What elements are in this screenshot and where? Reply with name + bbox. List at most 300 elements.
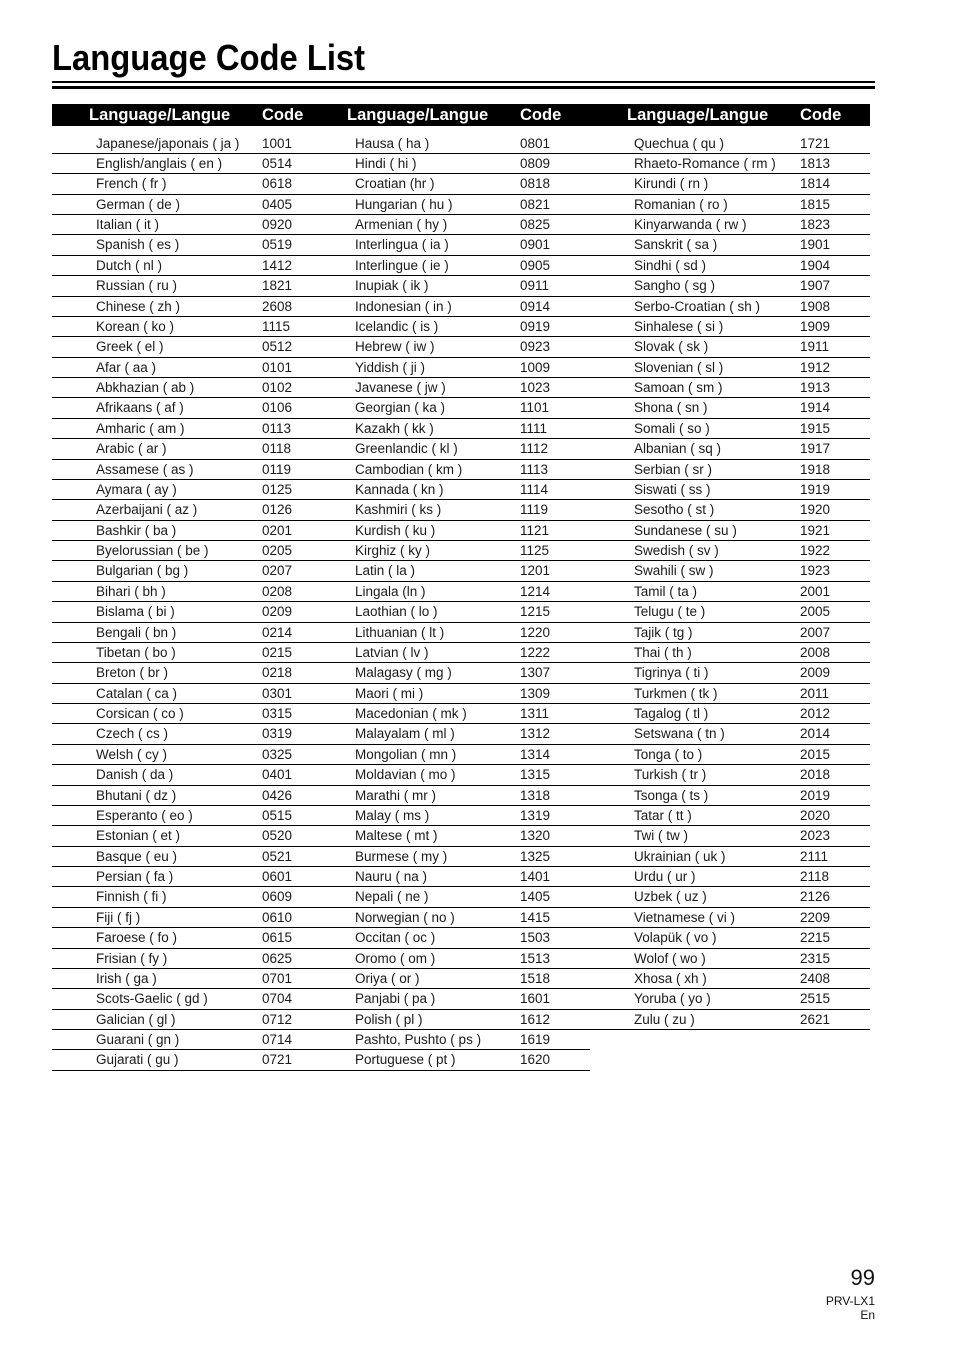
language-code: 0701 (262, 970, 293, 986)
language-code: 0401 (262, 767, 293, 783)
table-row (331, 867, 590, 887)
language-code: 1619 (520, 1032, 551, 1048)
table-row (590, 786, 870, 806)
table-row (590, 663, 870, 683)
table-row (52, 786, 331, 806)
table-row (590, 969, 870, 989)
language-name: Telugu ( te ) (634, 604, 706, 620)
language-name: Azerbaijani ( az ) (96, 502, 198, 518)
language-name: Macedonian ( mk ) (355, 706, 467, 722)
language-code: 1913 (800, 380, 831, 396)
language-code: 2023 (800, 828, 831, 844)
title-rule-thick (52, 86, 875, 90)
table-row (331, 847, 590, 867)
language-code: 0119 (262, 461, 292, 477)
language-code: 0205 (262, 543, 293, 559)
language-name: Chinese ( zh ) (96, 298, 181, 314)
language-code: 1513 (520, 950, 551, 966)
language-code: 1119 (520, 502, 549, 518)
language-code: 1922 (800, 543, 831, 559)
language-name: Inupiak ( ik ) (355, 278, 429, 294)
table-row (590, 949, 870, 969)
table-row (590, 928, 870, 948)
language-name: Bulgarian ( bg ) (96, 563, 189, 579)
table-row (52, 521, 331, 541)
language-name: Yiddish ( ji ) (355, 359, 426, 375)
language-name: Somali ( so ) (634, 420, 710, 436)
table-row (52, 847, 331, 867)
language-code: 1112 (520, 441, 549, 457)
language-code: 0615 (262, 930, 293, 946)
table-row (52, 398, 331, 418)
table-row (590, 704, 870, 724)
language-name: Greenlandic ( kl ) (355, 441, 458, 457)
table-header (52, 104, 870, 126)
language-name: Nepali ( ne ) (355, 889, 429, 905)
language-code: 0911 (520, 278, 550, 294)
table-row (52, 704, 331, 724)
language-code: 2011 (800, 685, 830, 701)
table-row (52, 215, 331, 235)
language-code: 2408 (800, 970, 831, 986)
language-code: 1909 (800, 318, 831, 334)
table-row (331, 439, 590, 459)
language-code: 1917 (800, 441, 831, 457)
language-code: 2118 (800, 869, 830, 885)
table-row (331, 826, 590, 846)
language-name: Amharic ( am ) (96, 420, 185, 436)
table-row (331, 989, 590, 1009)
language-name: Bengali ( bn ) (96, 624, 177, 640)
language-code: 1125 (520, 543, 550, 559)
table-row (590, 826, 870, 846)
table-row (52, 969, 331, 989)
table-row (52, 561, 331, 581)
table-row (590, 215, 870, 235)
language-code: 1111 (520, 420, 548, 436)
language-name: Afar ( aa ) (96, 359, 157, 375)
language-code: 1920 (800, 502, 831, 518)
language-code: 1921 (800, 522, 831, 538)
table-row (590, 500, 870, 520)
language-code: 1101 (520, 400, 550, 416)
table-row (331, 134, 590, 154)
language-name: Bashkir ( ba ) (96, 522, 177, 538)
table-row (331, 908, 590, 928)
table-row (52, 867, 331, 887)
language-code: 2012 (800, 706, 831, 722)
language-name: Spanish ( es ) (96, 237, 180, 253)
table-row (52, 582, 331, 602)
table-row (331, 500, 590, 520)
table-row (52, 623, 331, 643)
table-row (590, 337, 870, 357)
table-row (52, 378, 331, 398)
language-code: 0515 (262, 807, 293, 823)
table-row (331, 765, 590, 785)
language-name: Breton ( br ) (96, 665, 169, 681)
language-name: Moldavian ( mo ) (355, 767, 456, 783)
table-row (590, 378, 870, 398)
language-name: Tamil ( ta ) (634, 583, 698, 599)
table-row (590, 521, 870, 541)
table-row (590, 398, 870, 418)
language-name: Twi ( tw ) (634, 828, 688, 844)
language-name: Sesotho ( st ) (634, 502, 715, 518)
table-row (331, 460, 590, 480)
language-code: 0519 (262, 237, 293, 253)
language-name: Arabic ( ar ) (96, 441, 167, 457)
table-row (52, 195, 331, 215)
language-code: 0825 (520, 217, 551, 233)
language-code: 1319 (520, 807, 551, 823)
column-header-code: Code (520, 106, 562, 124)
table-row (590, 745, 870, 765)
table-row (590, 1010, 870, 1030)
language-code: 1214 (520, 583, 551, 599)
language-name: Swahili ( sw ) (634, 563, 714, 579)
language-name: Pashto, Pushto ( ps ) (355, 1032, 482, 1048)
language-code: 1601 (520, 991, 551, 1007)
table-row (590, 623, 870, 643)
language-name: Abkhazian ( ab ) (96, 380, 195, 396)
table-row (590, 989, 870, 1009)
language-code: 1023 (520, 380, 551, 396)
language-name: Cambodian ( km ) (355, 461, 463, 477)
language-code: 0319 (262, 726, 293, 742)
language-name: Russian ( ru ) (96, 278, 178, 294)
language-code: 2019 (800, 787, 831, 803)
language-code: 1315 (520, 767, 551, 783)
language-code: 0625 (262, 950, 293, 966)
table-row (590, 460, 870, 480)
table-row (590, 317, 870, 337)
table-row (331, 398, 590, 418)
language-code: 1121 (520, 522, 550, 538)
table-row (52, 297, 331, 317)
language-name: Persian ( fa ) (96, 869, 174, 885)
language-name: Byelorussian ( be ) (96, 543, 209, 559)
language-name: Uzbek ( uz ) (634, 889, 707, 905)
language-code: 1823 (800, 217, 831, 233)
language-code: 0609 (262, 889, 293, 905)
language-code: 1518 (520, 970, 551, 986)
model-number: PRV-LX1 (825, 1294, 875, 1308)
language-name: Mongolian ( mn ) (355, 746, 457, 762)
language-name: Javanese ( jw ) (355, 380, 446, 396)
table-row (331, 582, 590, 602)
language-name: Kirundi ( rn ) (634, 176, 709, 192)
language-code: 1201 (520, 563, 551, 579)
language-code: 1815 (800, 196, 831, 212)
language-code: 1320 (520, 828, 551, 844)
language-code: 0201 (262, 522, 293, 538)
language-code: 1009 (520, 359, 551, 375)
table-row (52, 174, 331, 194)
language-name: Latvian ( lv ) (355, 644, 429, 660)
column-header-language: Language/Langue (347, 106, 489, 124)
language-name: Bhutani ( dz ) (96, 787, 177, 803)
table-row (52, 276, 331, 296)
language-name: Maltese ( mt ) (355, 828, 438, 844)
table-row (331, 684, 590, 704)
language-name: Croatian (hr ) (355, 176, 435, 192)
language-name: Volapük ( vo ) (634, 930, 717, 946)
table-row (331, 949, 590, 969)
language-code: 0118 (262, 441, 292, 457)
language-name: Tonga ( to ) (634, 746, 703, 762)
language-code: 1907 (800, 278, 831, 294)
language-name: Malayalam ( ml ) (355, 726, 455, 742)
table-row (590, 908, 870, 928)
language-name: Interlingua ( ia ) (355, 237, 449, 253)
table-row (331, 541, 590, 561)
language-code: 1312 (520, 726, 551, 742)
language-name: Malagasy ( mg ) (355, 665, 452, 681)
language-name: Polish ( pl ) (355, 1011, 423, 1027)
table-row (331, 1030, 590, 1050)
language-name: Sundanese ( su ) (634, 522, 737, 538)
table-row (590, 643, 870, 663)
table-column-2 (331, 134, 590, 1071)
table-row (52, 1030, 331, 1050)
language-code: 1908 (800, 298, 831, 314)
language-code: 0601 (262, 869, 293, 885)
table-row (331, 1010, 590, 1030)
language-name: Hausa ( ha ) (355, 135, 430, 151)
language-name: Norwegian ( no ) (355, 909, 455, 925)
language-name: Faroese ( fo ) (96, 930, 178, 946)
table-row (52, 949, 331, 969)
language-code: 1813 (800, 155, 831, 171)
language-code: 2015 (800, 746, 831, 762)
language-code: 0712 (262, 1011, 293, 1027)
language-name: Catalan ( ca ) (96, 685, 178, 701)
language-code: 0208 (262, 583, 293, 599)
table-row (331, 724, 590, 744)
language-name: Tajik ( tg ) (634, 624, 693, 640)
language-code: 1401 (520, 869, 551, 885)
language-code: 1904 (800, 257, 831, 273)
table-row (590, 847, 870, 867)
language-code: 1001 (262, 135, 293, 151)
table-row (52, 663, 331, 683)
language-name: Panjabi ( pa ) (355, 991, 436, 1007)
language-code: 0102 (262, 380, 293, 396)
table-row (331, 358, 590, 378)
language-name: Italian ( it ) (96, 217, 160, 233)
table-row (590, 358, 870, 378)
language-code: 0218 (262, 665, 293, 681)
language-name: Marathi ( mr ) (355, 787, 436, 803)
table-column-1 (52, 134, 331, 1071)
table-row (52, 602, 331, 622)
language-code: 2005 (800, 604, 831, 620)
language-code: 1113 (520, 461, 549, 477)
language-code: 1915 (800, 420, 831, 436)
table-row (331, 174, 590, 194)
language-name: Korean ( ko ) (96, 318, 175, 334)
language-code: 0714 (262, 1032, 293, 1048)
language-code: 1814 (800, 176, 831, 192)
language-code: 0721 (262, 1052, 293, 1068)
language-name: Tigrinya ( ti ) (634, 665, 709, 681)
language-name: Sangho ( sg ) (634, 278, 716, 294)
language-name: Georgian ( ka ) (355, 400, 446, 416)
table-row (590, 195, 870, 215)
language-name: Assamese ( as ) (96, 461, 194, 477)
language-code: 0914 (520, 298, 551, 314)
language-name: Aymara ( ay ) (96, 481, 177, 497)
column-header-language: Language/Langue (627, 106, 769, 124)
table-row (52, 989, 331, 1009)
language-name: Romanian ( ro ) (634, 196, 728, 212)
language-code: 2215 (800, 930, 831, 946)
table-row (52, 460, 331, 480)
language-name: Indonesian ( in ) (355, 298, 452, 314)
language-code: 0905 (520, 257, 551, 273)
table-row (590, 134, 870, 154)
language-name: Burmese ( my ) (355, 848, 448, 864)
table-row (590, 439, 870, 459)
table-row (331, 195, 590, 215)
language-code: 2621 (800, 1011, 831, 1027)
table-row (52, 337, 331, 357)
language-code: 1612 (520, 1011, 551, 1027)
language-name: Galician ( gl ) (96, 1011, 176, 1027)
language-name: Maori ( mi ) (355, 685, 424, 701)
language-code: 0214 (262, 624, 293, 640)
language-name: Dutch ( nl ) (96, 257, 163, 273)
language-code: 1912 (800, 359, 831, 375)
language-name: Frisian ( fy ) (96, 950, 168, 966)
language-name: Kazakh ( kk ) (355, 420, 434, 436)
table-row (331, 419, 590, 439)
language-name: Guarani ( gn ) (96, 1032, 180, 1048)
language-code: 0215 (262, 644, 293, 660)
language-name: Setswana ( tn ) (634, 726, 725, 742)
table-row (331, 928, 590, 948)
language-code: 1307 (520, 665, 551, 681)
language-code: 0923 (520, 339, 551, 355)
table-row (590, 561, 870, 581)
language-name: Corsican ( co ) (96, 706, 184, 722)
language-code: 1911 (800, 339, 830, 355)
language-name: Hindi ( hi ) (355, 155, 417, 171)
table-row (52, 745, 331, 765)
language-code: 0315 (262, 706, 293, 722)
language-name: Oriya ( or ) (355, 970, 420, 986)
language-code: 0704 (262, 991, 293, 1007)
table-row (331, 378, 590, 398)
language-name: Slovenian ( sl ) (634, 359, 724, 375)
document-language: En (860, 1308, 875, 1322)
table-row (590, 276, 870, 296)
table-row (590, 765, 870, 785)
language-code: 0618 (262, 176, 293, 192)
language-name: Finnish ( fi ) (96, 889, 167, 905)
language-name: Malay ( ms ) (355, 807, 430, 823)
language-code: 0101 (262, 359, 293, 375)
table-row (52, 887, 331, 907)
language-name: Sindhi ( sd ) (634, 257, 707, 273)
language-code: 1620 (520, 1052, 551, 1068)
table-row (331, 480, 590, 500)
language-name: English/anglais ( en ) (96, 155, 223, 171)
language-code: 1318 (520, 787, 551, 803)
table-row (52, 806, 331, 826)
language-name: Ukrainian ( uk ) (634, 848, 726, 864)
language-name: Zulu ( zu ) (634, 1011, 695, 1027)
language-code: 2001 (800, 583, 831, 599)
language-name: Slovak ( sk ) (634, 339, 709, 355)
language-name: Kirghiz ( ky ) (355, 543, 431, 559)
language-name: Quechua ( qu ) (634, 135, 725, 151)
language-name: Siswati ( ss ) (634, 481, 711, 497)
language-code: 1415 (520, 909, 551, 925)
table-row (52, 643, 331, 663)
language-code: 0301 (262, 685, 293, 701)
table-row (590, 419, 870, 439)
language-name: French ( fr ) (96, 176, 167, 192)
column-header-code: Code (800, 106, 842, 124)
table-row (331, 235, 590, 255)
language-code: 0207 (262, 563, 293, 579)
language-code: 1115 (262, 318, 291, 334)
language-name: Armenian ( hy ) (355, 217, 448, 233)
language-name: Shona ( sn ) (634, 400, 708, 416)
language-name: Latin ( la ) (355, 563, 416, 579)
table-row (331, 561, 590, 581)
language-name: Oromo ( om ) (355, 950, 436, 966)
language-code: 1412 (262, 257, 293, 273)
language-code: 1901 (800, 237, 831, 253)
language-code: 0113 (262, 420, 292, 436)
language-name: Tagalog ( tl ) (634, 706, 709, 722)
table-row (52, 235, 331, 255)
table-row (52, 765, 331, 785)
table-row (52, 439, 331, 459)
language-name: Swedish ( sv ) (634, 543, 719, 559)
language-name: Bislama ( bi ) (96, 604, 175, 620)
language-name: Esperanto ( eo ) (96, 807, 193, 823)
table-row (331, 337, 590, 357)
table-row (590, 684, 870, 704)
language-code: 1314 (520, 746, 551, 762)
table-row (331, 256, 590, 276)
table-row (590, 297, 870, 317)
language-name: Danish ( da ) (96, 767, 174, 783)
table-row (590, 235, 870, 255)
language-name: Portuguese ( pt ) (355, 1052, 456, 1068)
table-row (331, 806, 590, 826)
language-name: Nauru ( na ) (355, 869, 428, 885)
table-row (331, 786, 590, 806)
language-code: 0514 (262, 155, 293, 171)
language-name: Urdu ( ur ) (634, 869, 696, 885)
language-name: Rhaeto-Romance ( rm ) (634, 155, 776, 171)
language-code: 1821 (262, 278, 293, 294)
language-name: Tsonga ( ts ) (634, 787, 709, 803)
language-code: 0610 (262, 909, 293, 925)
table-row (331, 521, 590, 541)
language-name: Bihari ( bh ) (96, 583, 166, 599)
table-row (331, 1050, 590, 1070)
language-name: Serbian ( sr ) (634, 461, 713, 477)
language-name: Lingala (ln ) (355, 583, 426, 599)
language-name: Kurdish ( ku ) (355, 522, 436, 538)
column-header-code: Code (262, 106, 304, 124)
